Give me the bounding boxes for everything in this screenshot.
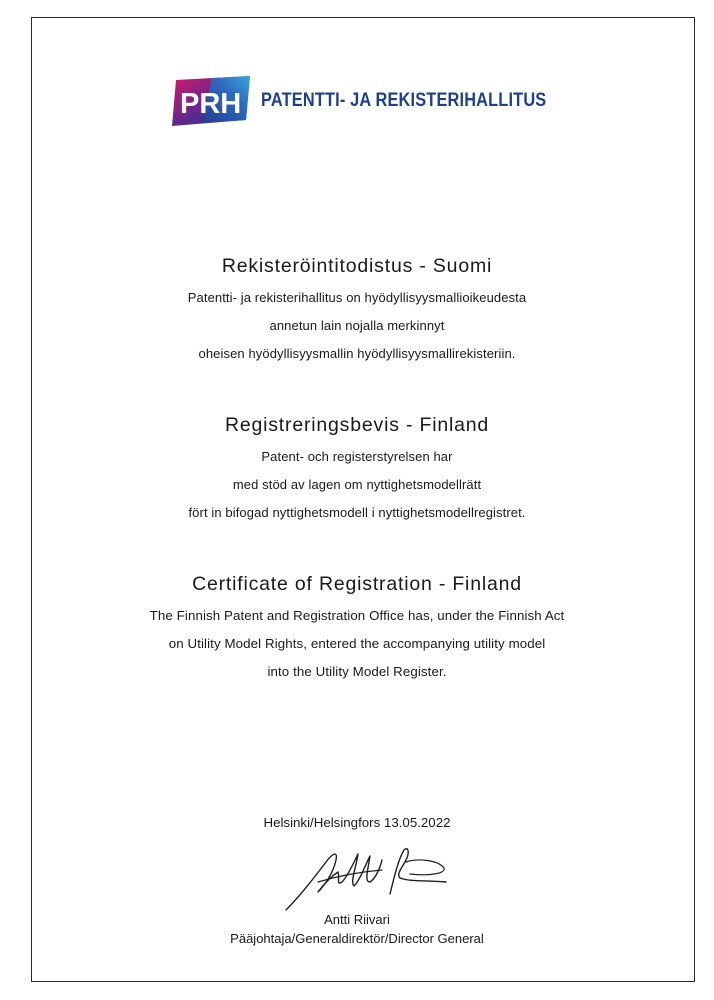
english-line-3: into the Utility Model Register.	[267, 664, 447, 679]
place-and-date: Helsinki/Helsingfors 13.05.2022	[263, 815, 451, 830]
logo-letters: PRH	[180, 88, 242, 120]
finnish-section	[0, 255, 714, 368]
prh-logo-mark	[172, 76, 252, 126]
signer-title: Pääjohtaja/Generaldirektör/Director General	[230, 931, 484, 946]
swedish-line-2: med stöd av lagen om nyttighetsmodellrätt	[232, 477, 482, 492]
signer-name: Antti Riivari	[324, 912, 390, 927]
english-line-2: on Utility Model Rights, entered the accompanying utility model	[168, 636, 546, 651]
english-line-1: The Finnish Patent and Registration Office has, under the Finnish Act	[149, 608, 565, 623]
finnish-line-3: oheisen hyödyllisyysmallin hyödyllisyysmallirekisteriin.	[198, 346, 516, 361]
swedish-line-3: fört in bifogad nyttighetsmodell i nyttighetsmodellregistret.	[188, 505, 526, 520]
english-heading: Certificate of Registration - Finland	[192, 573, 522, 595]
signature	[278, 838, 458, 918]
swedish-section	[0, 414, 714, 527]
swedish-line-1: Patent- och registerstyrelsen har	[261, 449, 453, 464]
finnish-line-2: annetun lain nojalla merkinnyt	[269, 318, 445, 333]
english-section	[0, 573, 714, 686]
prh-logo	[172, 76, 593, 126]
swedish-heading: Registreringsbevis - Finland	[224, 414, 490, 436]
finnish-heading: Rekisteröintitodistus - Suomi	[221, 255, 493, 277]
finnish-line-1: Patentti- ja rekisterihallitus on hyödyllisyysmallioikeudesta	[187, 290, 527, 305]
organization-name: PATENTTI- JA REKISTERIHALLITUS	[261, 90, 547, 111]
